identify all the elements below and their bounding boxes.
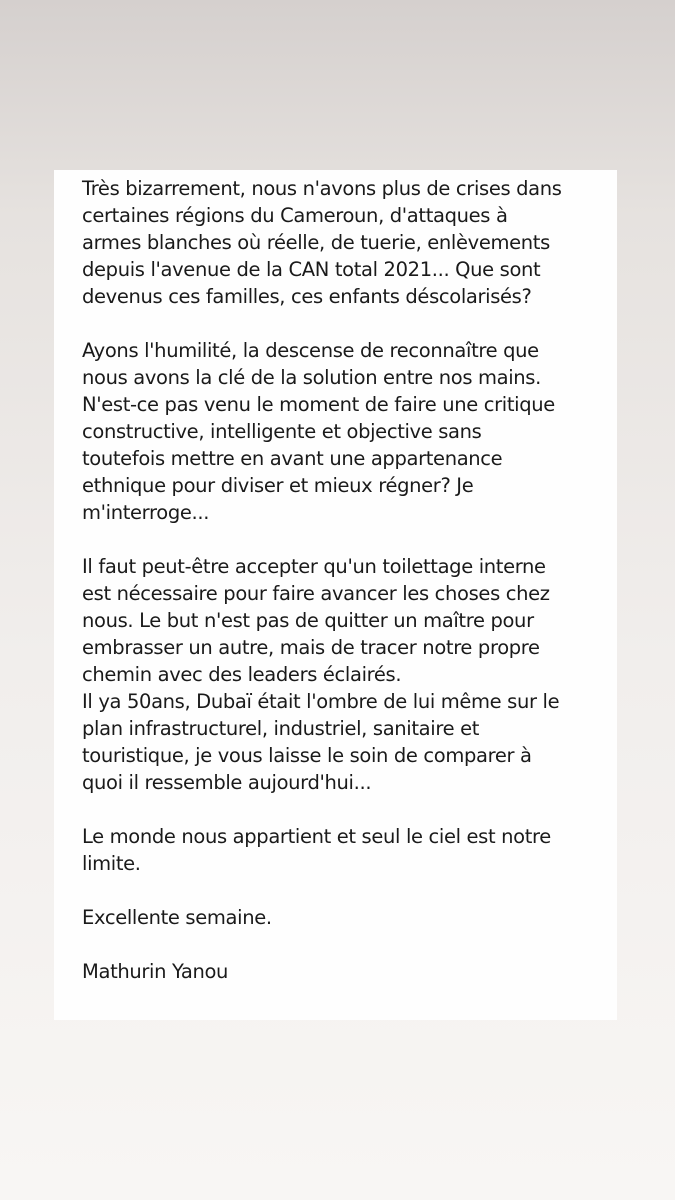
- text-line: nous. Le but n'est pas de quitter un maître pour: [82, 609, 534, 632]
- text-line: chemin avec des leaders éclairés.: [82, 663, 402, 686]
- signature: [82, 958, 612, 985]
- paragraph: [82, 337, 612, 526]
- text-line: est nécessaire pour faire avancer les choses chez: [82, 582, 550, 605]
- paragraph: [82, 175, 612, 310]
- text-line: Ayons l'humilité, la descense de reconnaître que: [82, 339, 539, 362]
- text-line: quoi il ressemble aujourd'hui...: [82, 771, 372, 794]
- text-line: Excellente semaine.: [82, 906, 272, 929]
- text-line: depuis l'avenue de la CAN total 2021... Que sont: [82, 258, 541, 281]
- text-line: touristique, je vous laisse le soin de comparer à: [82, 744, 532, 767]
- post-text: [82, 175, 612, 985]
- text-line: limite.: [82, 852, 141, 875]
- paragraph: [82, 823, 612, 877]
- author-name: Mathurin Yanou: [82, 960, 229, 983]
- text-line: Très bizarrement, nous n'avons plus de crises dans: [82, 177, 562, 200]
- text-line: N'est-ce pas venu le moment de faire une critique: [82, 393, 555, 416]
- paragraph-gap: [82, 526, 612, 553]
- paragraph-gap: [82, 877, 612, 904]
- text-line: plan infrastructurel, industriel, sanitaire et: [82, 717, 480, 740]
- text-line: toutefois mettre en avant une appartenance: [82, 447, 503, 470]
- paragraph-gap: [82, 796, 612, 823]
- paragraph-gap: [82, 310, 612, 337]
- text-line: Il ya 50ans, Dubaï était l'ombre de lui même sur le: [82, 690, 560, 713]
- text-line: certaines régions du Cameroun, d'attaques à: [82, 204, 508, 227]
- text-line: armes blanches où réelle, de tuerie, enlèvements: [82, 231, 550, 254]
- text-line: nous avons la clé de la solution entre nos mains.: [82, 366, 541, 389]
- paragraph-gap: [82, 931, 612, 958]
- text-line: ethnique pour diviser et mieux régner? Je: [82, 474, 474, 497]
- closing-line: [82, 904, 612, 931]
- text-line: Il faut peut-être accepter qu'un toilettage interne: [82, 555, 546, 578]
- text-line: Le monde nous appartient et seul le ciel est notre: [82, 825, 551, 848]
- text-line: devenus ces familles, ces enfants déscolarisés?: [82, 285, 532, 308]
- text-line: m'interroge...: [82, 501, 210, 524]
- text-line: constructive, intelligente et objective sans: [82, 420, 482, 443]
- paragraph: [82, 553, 612, 796]
- text-line: embrasser un autre, mais de tracer notre propre: [82, 636, 540, 659]
